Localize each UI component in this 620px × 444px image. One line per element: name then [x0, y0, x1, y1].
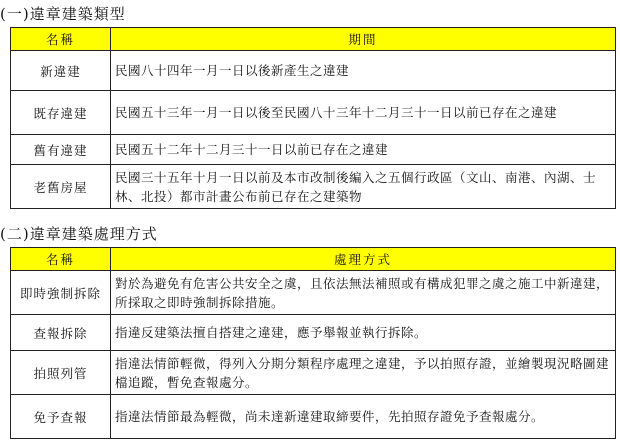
- column-header-name: 名稱: [11, 248, 111, 271]
- table-row: [11, 165, 616, 209]
- method-name: 拍照列管: [11, 351, 111, 395]
- column-header-method: 處理方式: [111, 248, 616, 271]
- type-period: 民國五十三年一月一日以後至民國八十三年十二月三十一日以前已存在之違建: [111, 91, 616, 135]
- method-name: 即時強制拆除: [11, 271, 111, 315]
- method-description: 指違反建築法擅自搭建之違建，應予舉報並執行拆除。: [111, 315, 616, 351]
- table-row: [11, 135, 616, 165]
- type-name: 既存違建: [11, 91, 111, 135]
- method-description: 指違法情節最為輕微，尚未達新違建取締要件，先拍照存證免予查報處分。: [111, 395, 616, 439]
- method-name: 免予查報: [11, 395, 111, 439]
- table-header-row: [11, 28, 616, 51]
- type-name: 老舊房屋: [11, 165, 111, 209]
- column-header-period: 期間: [111, 28, 616, 51]
- method-description: 指違法情節輕微，得列入分期分類程序處理之違建，予以拍照存證，並繪製現況略圖建檔追蹤，暫免查報處分。: [111, 351, 616, 395]
- section1-heading: (一)違章建築類型: [0, 5, 126, 23]
- table-header-row: [11, 248, 616, 271]
- violation-types-table: [10, 27, 616, 209]
- type-name: 舊有違建: [11, 135, 111, 165]
- type-period: 民國五十二年十二月三十一日以前已存在之違建: [111, 135, 616, 165]
- section2-heading: (二)違章建築處理方式: [0, 225, 158, 243]
- type-period: 民國八十四年一月一日以後新產生之違建: [111, 51, 616, 91]
- handling-methods-table: [10, 247, 616, 439]
- type-period: 民國三十五年十月一日以前及本市改制後編入之五個行政區（文山、南港、內湖、士林、北投）都市計畫公布前已存在之建築物: [111, 165, 616, 209]
- table-row: [11, 91, 616, 135]
- method-name: 查報拆除: [11, 315, 111, 351]
- table-row: [11, 395, 616, 439]
- type-name: 新違建: [11, 51, 111, 91]
- column-header-name: 名稱: [11, 28, 111, 51]
- method-description: 對於為避免有危害公共安全之虞，且依法無法補照或有構成犯罪之虞之施工中新違建，所採取之即時強制拆除措施。: [111, 271, 616, 315]
- table-row: [11, 51, 616, 91]
- table-row: [11, 271, 616, 315]
- table-row: [11, 351, 616, 395]
- table-row: [11, 315, 616, 351]
